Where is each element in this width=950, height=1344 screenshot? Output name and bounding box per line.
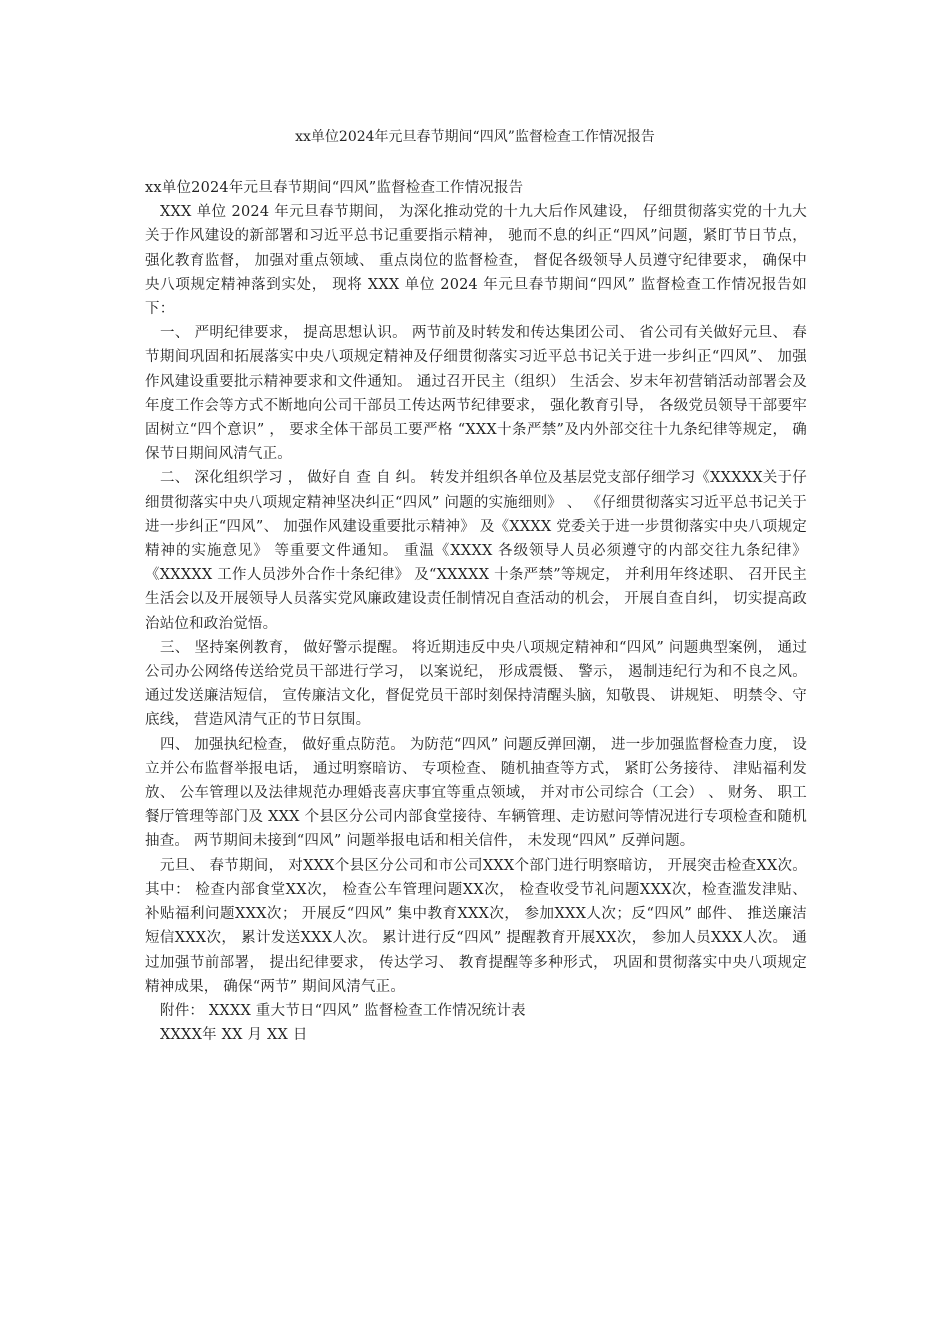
document-title: xx单位2024年元旦春节期间“四风”监督检查工作情况报告 — [295, 129, 655, 145]
section-one-paragraph: 一、 严明纪律要求， 提高思想认识。 两节前及时转发和传达集团公司、 省公司有关做好元旦、 春节期间巩固和拓展落实中央八项规定精神及仔细贯彻落实习近平总书记关于进一步纠正“四风”、 加强作风建设重要批示精神要求和文件通知。 通过召开民主（组织） 生活会、岁末年初营销活动部署会及年度工作会等方式不断地向公司干部员工传达两节纪律要求， 强化教育引导， 各级党员领导干部要牢固树立“四个意识” ， 要求全体干部员工要严格 “XXX十条严禁”及内外部交往十九条纪律等规定， 确保节日期间风清气正。 — [145, 325, 807, 463]
intro-paragraph: XXX 单位 2024 年元旦春节期间， 为深化推动党的十九大后作风建设， 仔细贯彻落实党的十九大关于作风建设的新部署和习近平总书记重要指示精神， 驰而不息的纠正“四风”问题，紧盯节日节点， 强化教育监督， 加强对重点领域、 重点岗位的监督检查， 督促各级领导人员遵守纪律要求， 确保中央八项规定精神落到实处， 现将 XXX 单位 2024 年元旦春节期间“四风” 监督检查工作情况报告如下： — [145, 204, 807, 318]
section-three-paragraph: 三、 坚持案例教育， 做好警示提醒。 将近期违反中央八项规定精神和“四风” 问题典型案例， 通过公司办公网络传送给党员干部进行学习， 以案说纪， 形成震慑、 警示， 遏制违纪行为和不良之风。 通过发送廉洁短信， 宣传廉洁文化，督促党员干部时刻保持清醒头脑，知敬畏、 讲规矩、 明禁令、守底线， 营造风清气正的节日氛围。 — [145, 639, 807, 729]
statistics-paragraph: 元旦、 春节期间， 对XXX个县区分公司和市公司XXX个部门进行明察暗访， 开展突击检查XX次。 其中： 检查内部食堂XX次， 检查公车管理问题XX次， 检查收受节礼问题XXX次，检查滥发津贴、 补贴福利问题XXX次； 开展反“四风” 集中教育XXX次， 参加XXX人次；反“四风” 邮件、 推送廉洁短信XXX次， 累计发送XXX人次。 累计进行反“四风” 提醒教育开展XX次， 参加人员XXX人次。 通过加强节前部署， 提出纪律要求， 传达学习、 教育提醒等多种形式， 巩固和贯彻落实中央八项规定精神成果， 确保“两节” 期间风清气正。 — [145, 857, 807, 995]
document-body — [145, 176, 807, 1047]
section-two-paragraph: 二、 深化组织学习 ， 做好自 查 自 纠。 转发并组织各单位及基层党支部仔细学习《XXXXX关于仔细贯彻落实中央八项规定精神坚决纠正“四风” 问题的实施细则》 、 《仔细贯彻落实习近平总书记关于进一步纠正“四风”、 加强作风建设重要批示精神》 及《XXXX 党委关于进一步贯彻落实中央八项规定精神的实施意见》 等重要文件通知。 重温《XXXX 各级领导人员必须遵守的内部交往九条纪律》 《XXXXX 工作人员涉外合作十条纪律》 及“XXXXX 十条严禁”等规定， 并利用年终述职、 召开民主生活会以及开展领导人员落实党风廉政建设责任制情况自查活动的机会， 开展自查自纠， 切实提高政治站位和政治觉悟。 — [145, 470, 807, 632]
document-subtitle: xx单位2024年元旦春节期间“四风”监督检查工作情况报告 — [145, 180, 524, 196]
date-line: XXXX年 XX 月 XX 日 — [160, 1027, 308, 1044]
section-four-paragraph: 四、 加强执纪检查， 做好重点防范。 为防范“四风” 问题反弹回潮， 进一步加强监督检查力度， 设立并公布监督举报电话， 通过明察暗访、 专项检查、 随机抽查等方式， 紧盯公务接待、 津贴福利发放、 公车管理以及法律规范办理婚丧喜庆事宜等重点领域， 并对市公司综合（工会） 、 财务、 职工餐厅管理等部门及 XXX 个县区分公司内部食堂接待、车辆管理、走访慰问等情况进行专项检查和随机抽查。 两节期间未接到“四风” 问题举报电话和相关信件， 未发现“四风” 反弹问题。 — [145, 736, 807, 850]
attachment-line: 附件： XXXX 重大节日“四风” 监督检查工作情况统计表 — [160, 1002, 526, 1019]
